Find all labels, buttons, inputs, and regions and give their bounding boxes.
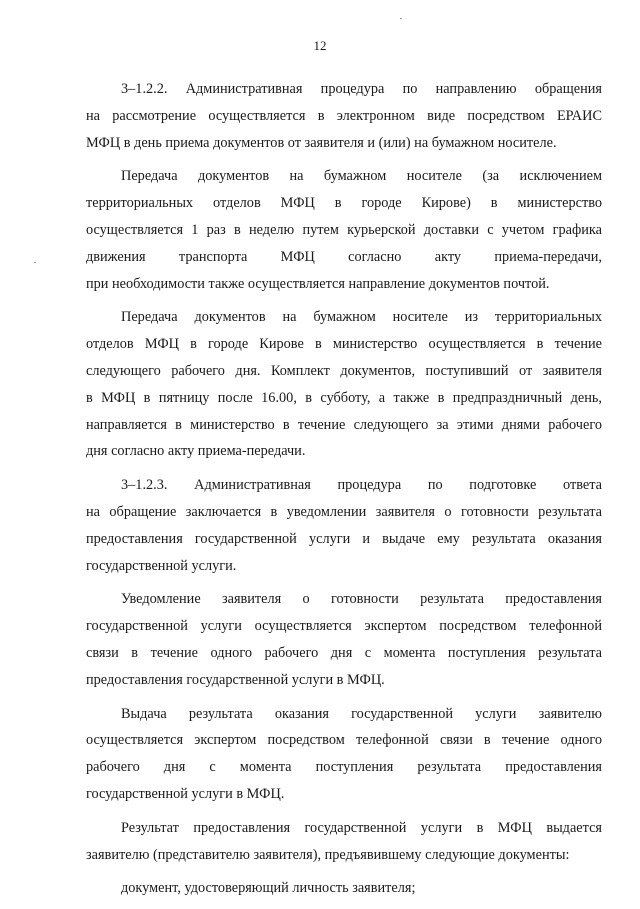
text-line: связи в течение одного рабочего дня с момента поступления результата [86,644,602,661]
text-line: рабочего дня с момента поступления результата предоставления [86,759,602,776]
paragraph-transfer-paper [86,163,602,297]
text-line: осуществляется 1 раз в неделю путем курьерской доставки с учетом графика [86,221,602,238]
scan-mark [34,262,36,263]
text-line: движения транспорта МФЦ согласно акту приема-передачи, [86,248,602,265]
text-line: следующего рабочего дня. Комплект документов, поступивший от заявителя [86,362,602,379]
text-line: направляется в министерство в течение следующего за этими днями рабочего [86,416,602,433]
text-line: Результат предоставления государственной услуги в МФЦ выдается [121,819,602,836]
text-line: предоставления государственной услуги и выдаче ему результата оказания [86,530,602,547]
paragraph-identity-document [86,875,602,902]
scan-mark [400,18,402,19]
text-line: Передача документов на бумажном носителе (за исключением [121,168,602,185]
text-line: при необходимости также осуществляется направление документов почтой. [86,275,550,292]
text-line: Выдача результата оказания государственной услуги заявителю [121,705,602,722]
paragraph-issuance [86,701,602,808]
text-line: Передача документов на бумажном носителе из территориальных [121,309,602,326]
text-line: предоставления государственной услуги в МФЦ. [86,671,385,688]
text-line: территориальных отделов МФЦ в городе Кирове) в министерство [86,195,602,212]
text-line: государственной услуги осуществляется экспертом посредством телефонной [86,618,602,635]
text-line: отделов МФЦ в городе Кирове в министерство осуществляется в течение [86,336,602,353]
text-line: на обращение заключается в уведомлении заявителя о готовности результата [86,503,602,520]
text-line: документ, удостоверяющий личность заявителя; [121,880,416,897]
text-line: в МФЦ в пятницу после 16.00, в субботу, а также в предпраздничный день, [86,389,602,406]
text-line: государственной услуги. [86,557,237,574]
text-line: государственной услуги в МФЦ. [86,785,285,802]
text-line: 3–1.2.3. Административная процедура по подготовке ответа [121,477,602,494]
paragraph-3-1-2-3 [86,472,602,579]
text-line: 3–1.2.2. Административная процедура по направлению обращения [121,81,602,97]
paragraph-notification [86,586,602,693]
text-line: МФЦ в день приема документов от заявителя и (или) на бумажном носителе. [86,134,557,151]
paragraph-result-issued [86,815,602,869]
text-line: осуществляется экспертом посредством телефонной связи в течение одного [86,732,602,749]
text-line: Уведомление заявителя о готовности результата предоставления [121,591,602,608]
paragraph-transfer-territorial [86,304,602,465]
page-number: 12 [313,38,327,53]
paragraph-3-1-2-2 [86,76,602,156]
text-line: заявителю (представителю заявителя), предъявившему следующие документы: [86,846,570,863]
document-body [86,76,602,909]
text-line: на рассмотрение осуществляется в электронном виде посредством ЕРАИС [86,107,602,124]
text-line: дня согласно акту приема-передачи. [86,443,306,460]
